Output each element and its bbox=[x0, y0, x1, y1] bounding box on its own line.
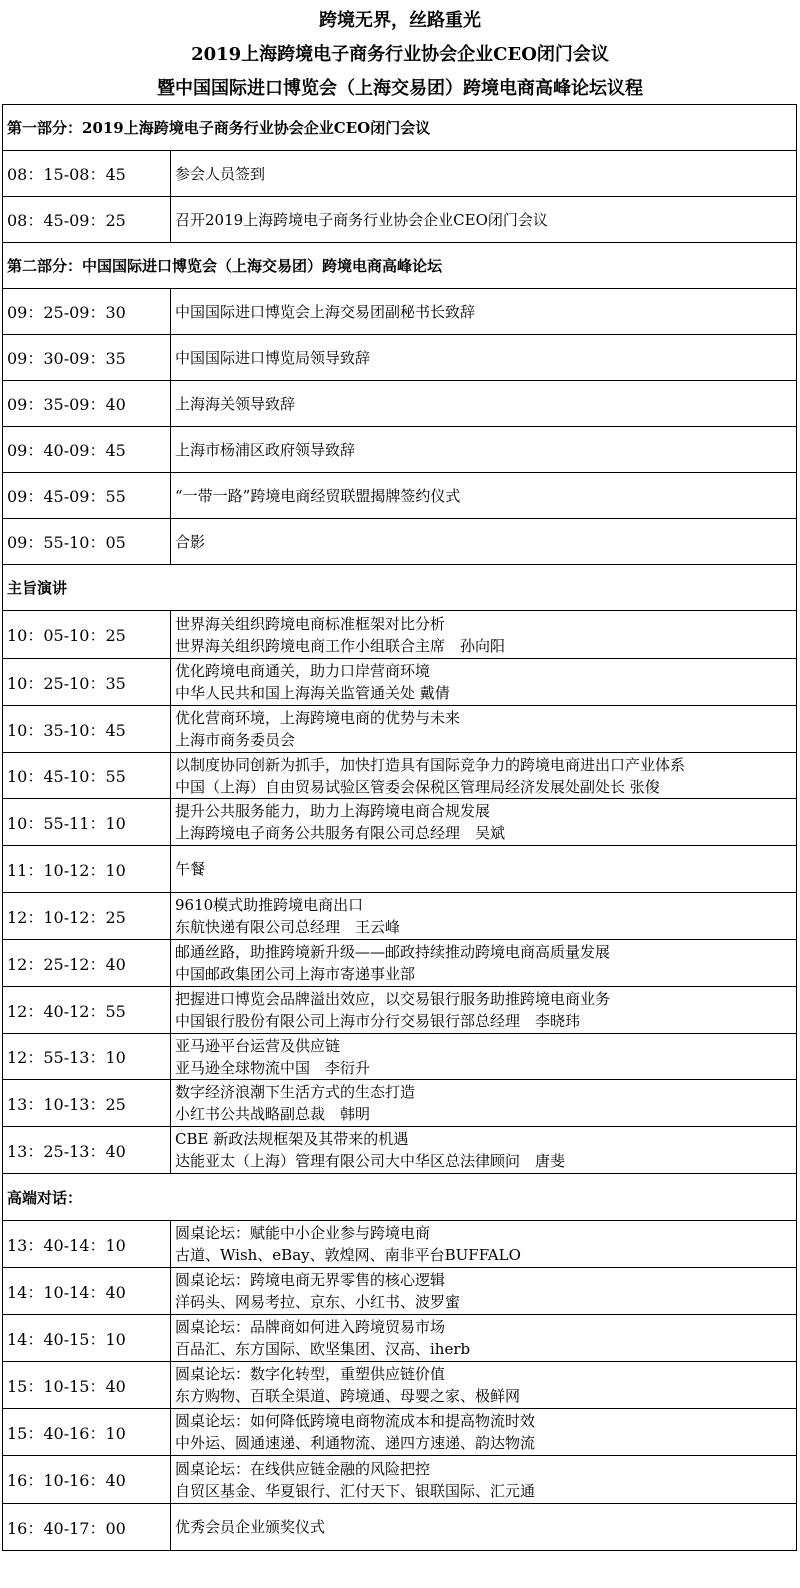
event-title: 以制度协同创新为抓手，加快打造具有国际竞争力的跨境电商进出口产业体系 bbox=[175, 755, 686, 774]
event-title: 世界海关组织跨境电商标准框架对比分析 bbox=[175, 614, 446, 633]
event-title: 中国国际进口博览局领导致辞 bbox=[175, 348, 371, 367]
event-speaker: 上海市商务委员会 bbox=[175, 731, 296, 749]
event-speaker: 上海跨境电子商务公共服务有限公司总经理 吴斌 bbox=[175, 824, 506, 842]
time-cell: 16：10-16：40 bbox=[3, 1456, 171, 1504]
event-cell bbox=[171, 1362, 797, 1409]
event-cell bbox=[171, 940, 797, 987]
title-line-1: 跨境无界，丝路重光 bbox=[319, 10, 481, 31]
time-cell: 12：55-13：10 bbox=[3, 1034, 171, 1080]
agenda-row bbox=[3, 1127, 797, 1174]
event-speaker: 洋码头、网易考拉、京东、小红书、波罗蜜 bbox=[175, 1293, 461, 1311]
event-title: 上海市杨浦区政府领导致辞 bbox=[175, 440, 356, 459]
time-cell: 08：15-08：45 bbox=[3, 151, 171, 197]
event-cell bbox=[171, 1409, 797, 1456]
event-title: 提升公共服务能力，助力上海跨境电商合规发展 bbox=[175, 802, 491, 820]
event-title: 把握进口博览会品牌溢出效应，以交易银行服务助推跨境电商业务 bbox=[175, 990, 611, 1008]
event-cell bbox=[171, 1034, 797, 1080]
agenda-row bbox=[3, 753, 797, 799]
event-cell bbox=[171, 846, 797, 893]
event-cell bbox=[171, 1080, 797, 1127]
event-cell bbox=[171, 706, 797, 753]
event-speaker: 中国（上海）自由贸易试验区管委会保税区管理局经济发展处副处长 张俊 bbox=[175, 777, 660, 796]
event-speaker: 小红书公共战略副总裁 韩明 bbox=[175, 1105, 371, 1123]
agenda-table bbox=[2, 104, 797, 1551]
event-speaker: 中外运、圆通速递、利通物流、递四方速递、韵达物流 bbox=[175, 1434, 536, 1452]
agenda-section-row bbox=[3, 105, 797, 151]
event-cell bbox=[171, 1315, 797, 1362]
event-title: 优秀会员企业颁奖仪式 bbox=[175, 1518, 326, 1536]
agenda-row bbox=[3, 1362, 797, 1409]
time-cell: 12：10-12：25 bbox=[3, 893, 171, 940]
event-cell bbox=[171, 1268, 797, 1315]
event-speaker: 中华人民共和国上海海关监管通关处 戴倩 bbox=[175, 684, 450, 702]
event-title: 上海海关领导致辞 bbox=[175, 394, 296, 413]
event-speaker: 自贸区基金、华夏银行、汇付天下、银联国际、汇元通 bbox=[175, 1481, 536, 1500]
event-cell bbox=[171, 893, 797, 940]
time-cell: 16：40-17：00 bbox=[3, 1504, 171, 1551]
time-cell: 13：10-13：25 bbox=[3, 1080, 171, 1127]
event-title: 邮通丝路，助推跨境新升级——邮政持续推动跨境电商高质量发展 bbox=[175, 943, 611, 961]
agenda-row bbox=[3, 1315, 797, 1362]
time-cell: 12：40-12：55 bbox=[3, 987, 171, 1034]
event-cell bbox=[171, 1221, 797, 1268]
time-cell: 10：35-10：45 bbox=[3, 706, 171, 753]
event-cell bbox=[171, 427, 797, 473]
event-title: “一带一路”跨境电商经贸联盟揭牌签约仪式 bbox=[175, 486, 461, 505]
event-title: 参会人员签到 bbox=[175, 164, 266, 183]
event-speaker: 中国邮政集团公司上海市寄递事业部 bbox=[175, 965, 416, 983]
agenda-row bbox=[3, 473, 797, 519]
event-title: CBE 新政法规框架及其带来的机遇 bbox=[175, 1130, 409, 1148]
time-cell: 12：25-12：40 bbox=[3, 940, 171, 987]
event-cell bbox=[171, 1456, 797, 1504]
event-speaker: 东方购物、百联全渠道、跨境通、母婴之家、极鲜网 bbox=[175, 1387, 521, 1405]
time-cell: 10：55-11：10 bbox=[3, 799, 171, 846]
time-cell: 09：40-09：45 bbox=[3, 427, 171, 473]
agenda-row bbox=[3, 940, 797, 987]
agenda-row bbox=[3, 1504, 797, 1551]
time-cell: 15：10-15：40 bbox=[3, 1362, 171, 1409]
event-title: 圆桌论坛：在线供应链金融的风险把控 bbox=[175, 1459, 431, 1478]
agenda-row bbox=[3, 799, 797, 846]
event-cell bbox=[171, 381, 797, 427]
event-title: 优化跨境电商通关，助力口岸营商环境 bbox=[175, 662, 431, 680]
title-line-2: 2019上海跨境电子商务行业协会企业CEO闭门会议 bbox=[191, 44, 609, 65]
time-cell: 10：25-10：35 bbox=[3, 659, 171, 706]
event-speaker: 百品汇、东方国际、欧坚集团、汉高、iherb bbox=[175, 1340, 471, 1358]
section-heading: 第一部分：2019上海跨境电子商务行业协会企业CEO闭门会议 bbox=[3, 105, 797, 151]
event-title: 亚马逊平台运营及供应链 bbox=[175, 1036, 341, 1055]
time-cell: 09：35-09：40 bbox=[3, 381, 171, 427]
event-cell bbox=[171, 151, 797, 197]
event-title: 数字经济浪潮下生活方式的生态打造 bbox=[175, 1083, 416, 1101]
agenda-row bbox=[3, 1409, 797, 1456]
agenda-row bbox=[3, 1080, 797, 1127]
agenda-section-row bbox=[3, 243, 797, 289]
time-cell: 10：05-10：25 bbox=[3, 611, 171, 659]
agenda-row bbox=[3, 611, 797, 659]
agenda-row bbox=[3, 151, 797, 197]
event-title: 圆桌论坛：如何降低跨境电商物流成本和提高物流时效 bbox=[175, 1412, 536, 1430]
time-cell: 11：10-12：10 bbox=[3, 846, 171, 893]
time-cell: 09：45-09：55 bbox=[3, 473, 171, 519]
event-speaker: 达能亚太（上海）管理有限公司大中华区总法律顾问 唐斐 bbox=[175, 1152, 566, 1170]
event-cell bbox=[171, 753, 797, 799]
event-title: 优化营商环境，上海跨境电商的优势与未来 bbox=[175, 709, 461, 727]
time-cell: 09：30-09：35 bbox=[3, 335, 171, 381]
event-title: 圆桌论坛：赋能中小企业参与跨境电商 bbox=[175, 1224, 431, 1242]
event-title: 召开2019上海跨境电子商务行业协会企业CEO闭门会议 bbox=[175, 210, 548, 229]
event-speaker: 世界海关组织跨境电商工作小组联合主席 孙向阳 bbox=[175, 636, 506, 655]
event-speaker: 中国银行股份有限公司上海市分行交易银行部总经理 李晓玮 bbox=[175, 1012, 581, 1030]
agenda-row bbox=[3, 335, 797, 381]
agenda-row bbox=[3, 987, 797, 1034]
event-title: 圆桌论坛：数字化转型，重塑供应链价值 bbox=[175, 1365, 446, 1383]
agenda-section-row bbox=[3, 565, 797, 611]
agenda-row bbox=[3, 197, 797, 243]
agenda-row bbox=[3, 289, 797, 335]
event-speaker: 古道、Wish、eBay、敦煌网、南非平台BUFFALO bbox=[175, 1246, 521, 1264]
event-cell bbox=[171, 799, 797, 846]
time-cell: 08：45-09：25 bbox=[3, 197, 171, 243]
event-title: 9610模式助推跨境电商出口 bbox=[175, 896, 364, 914]
event-cell bbox=[171, 519, 797, 565]
event-cell bbox=[171, 335, 797, 381]
event-speaker: 东航快递有限公司总经理 王云峰 bbox=[175, 918, 401, 936]
time-cell: 13：25-13：40 bbox=[3, 1127, 171, 1174]
time-cell: 14：10-14：40 bbox=[3, 1268, 171, 1315]
section-heading: 第二部分：中国国际进口博览会（上海交易团）跨境电商高峰论坛 bbox=[3, 243, 797, 289]
time-cell: 10：45-10：55 bbox=[3, 753, 171, 799]
agenda-row bbox=[3, 1034, 797, 1080]
agenda-body bbox=[3, 105, 797, 1551]
agenda-row bbox=[3, 706, 797, 753]
agenda-row bbox=[3, 1268, 797, 1315]
agenda-row bbox=[3, 519, 797, 565]
event-title: 圆桌论坛：跨境电商无界零售的核心逻辑 bbox=[175, 1271, 446, 1289]
event-cell bbox=[171, 1127, 797, 1174]
time-cell: 15：40-16：10 bbox=[3, 1409, 171, 1456]
agenda-row bbox=[3, 427, 797, 473]
agenda-row bbox=[3, 846, 797, 893]
event-cell bbox=[171, 1504, 797, 1551]
event-speaker: 亚马逊全球物流中国 李衍升 bbox=[175, 1058, 371, 1077]
event-cell bbox=[171, 473, 797, 519]
title-line-3: 暨中国国际进口博览会（上海交易团）跨境电商高峰论坛议程 bbox=[157, 78, 643, 99]
event-cell bbox=[171, 611, 797, 659]
section-heading: 主旨演讲 bbox=[3, 565, 797, 611]
event-cell bbox=[171, 987, 797, 1034]
time-cell: 09：25-09：30 bbox=[3, 289, 171, 335]
event-title: 圆桌论坛：品牌商如何进入跨境贸易市场 bbox=[175, 1318, 446, 1336]
time-cell: 14：40-15：10 bbox=[3, 1315, 171, 1362]
agenda-row bbox=[3, 659, 797, 706]
time-cell: 09：55-10：05 bbox=[3, 519, 171, 565]
event-title: 合影 bbox=[175, 532, 206, 551]
event-title: 午餐 bbox=[175, 860, 206, 878]
document-title-block bbox=[0, 0, 800, 104]
event-cell bbox=[171, 659, 797, 706]
section-heading: 高端对话： bbox=[3, 1174, 797, 1221]
agenda-section-row bbox=[3, 1174, 797, 1221]
agenda-row bbox=[3, 1456, 797, 1504]
event-title: 中国国际进口博览会上海交易团副秘书长致辞 bbox=[175, 302, 476, 321]
time-cell: 13：40-14：10 bbox=[3, 1221, 171, 1268]
agenda-row bbox=[3, 381, 797, 427]
event-cell bbox=[171, 289, 797, 335]
agenda-row bbox=[3, 893, 797, 940]
agenda-row bbox=[3, 1221, 797, 1268]
event-cell bbox=[171, 197, 797, 243]
